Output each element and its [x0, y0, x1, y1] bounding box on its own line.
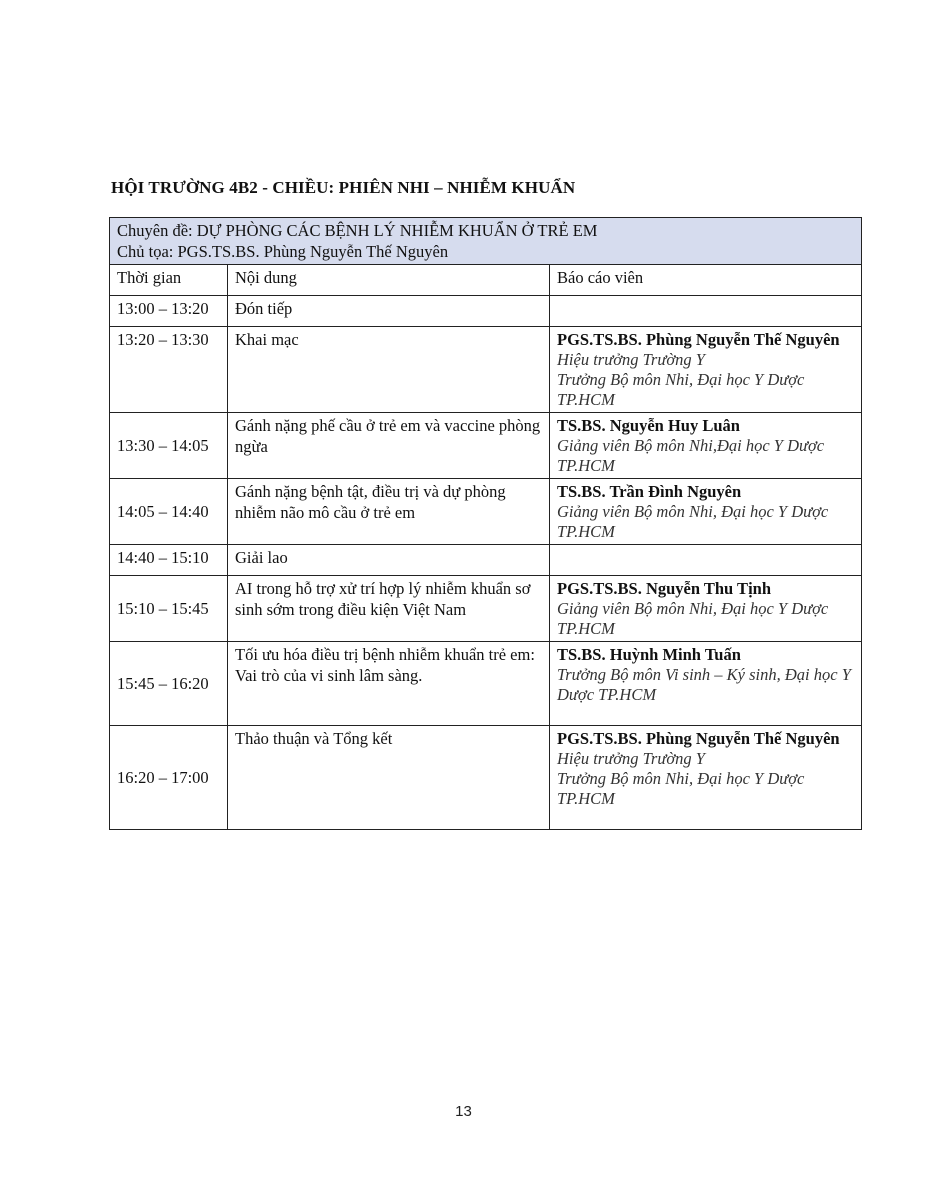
topic-cell	[110, 218, 862, 265]
row-speaker-cell	[550, 642, 862, 726]
row-time: 13:30 – 14:05	[110, 413, 228, 479]
column-header-time: Thời gian	[110, 265, 228, 296]
row-speaker-cell	[550, 726, 862, 830]
table-row	[110, 545, 862, 576]
speaker-role: Giảng viên Bộ môn Nhi, Đại học Y Dược TP.HCM	[557, 502, 829, 541]
page-number: 13	[455, 1103, 472, 1120]
row-speaker-cell	[550, 327, 862, 413]
table-row	[110, 576, 862, 642]
table-row	[110, 726, 862, 830]
speaker-role: Hiệu trưởng Trường Y	[557, 350, 705, 369]
column-header-row	[110, 265, 862, 296]
chair-title: Chủ tọa: PGS.TS.BS. Phùng Nguyễn Thế Nguyên	[117, 242, 449, 261]
row-time: 14:05 – 14:40	[110, 479, 228, 545]
speaker-role: Trưởng Bộ môn Nhi, Đại học Y Dược TP.HCM	[557, 370, 805, 409]
speaker-role: Giảng viên Bộ môn Nhi, Đại học Y Dược TP.HCM	[557, 599, 829, 638]
column-header-speaker: Báo cáo viên	[550, 265, 862, 296]
speaker-name: TS.BS. Trần Đình Nguyên	[557, 482, 742, 501]
speaker-name: PGS.TS.BS. Phùng Nguyễn Thế Nguyên	[557, 729, 840, 748]
table-row	[110, 642, 862, 726]
speaker-role: Giảng viên Bộ môn Nhi,Đại học Y Dược TP.HCM	[557, 436, 825, 475]
topic-title: Chuyên đề: DỰ PHÒNG CÁC BỆNH LÝ NHIỄM KHUẨN Ở TRẺ EM	[117, 221, 598, 240]
table-header-band	[110, 218, 862, 265]
row-time: 14:40 – 15:10	[110, 545, 228, 576]
speaker-role: Trưởng Bộ môn Nhi, Đại học Y Dược TP.HCM	[557, 769, 805, 808]
speaker-name: PGS.TS.BS. Phùng Nguyễn Thế Nguyên	[557, 330, 840, 349]
row-speaker-cell	[550, 296, 862, 327]
column-header-content: Nội dung	[228, 265, 550, 296]
speaker-name: TS.BS. Huỳnh Minh Tuấn	[557, 645, 741, 664]
row-content: Gánh nặng bệnh tật, điều trị và dự phòng nhiễm não mô cầu ở trẻ em	[228, 479, 550, 545]
speaker-role: Hiệu trưởng Trường Y	[557, 749, 705, 768]
table-row	[110, 413, 862, 479]
row-speaker-cell	[550, 413, 862, 479]
row-time: 13:20 – 13:30	[110, 327, 228, 413]
row-content: Đón tiếp	[228, 296, 550, 327]
row-content: Gánh nặng phế cầu ở trẻ em và vaccine phòng ngừa	[228, 413, 550, 479]
speaker-name: PGS.TS.BS. Nguyễn Thu Tịnh	[557, 579, 772, 598]
row-speaker-cell	[550, 576, 862, 642]
row-content: Khai mạc	[228, 327, 550, 413]
row-content: Thảo thuận và Tổng kết	[228, 726, 550, 830]
agenda-table	[109, 217, 862, 830]
row-time: 15:10 – 15:45	[110, 576, 228, 642]
table-row	[110, 479, 862, 545]
speaker-role: Trưởng Bộ môn Vi sinh – Ký sinh, Đại học Y Dược TP.HCM	[557, 665, 851, 704]
row-speaker-cell	[550, 479, 862, 545]
table-row	[110, 327, 862, 413]
row-content: Tối ưu hóa điều trị bệnh nhiễm khuẩn trẻ em: Vai trò của vi sinh lâm sàng.	[228, 642, 550, 726]
row-content: AI trong hỗ trợ xử trí hợp lý nhiễm khuẩn sơ sinh sớm trong điều kiện Việt Nam	[228, 576, 550, 642]
row-speaker-cell	[550, 545, 862, 576]
row-time: 16:20 – 17:00	[110, 726, 228, 830]
speaker-name: TS.BS. Nguyễn Huy Luân	[557, 416, 740, 435]
hall-title: HỘI TRƯỜNG 4B2 - CHIỀU: PHIÊN NHI – NHIỄM KHUẨN	[111, 178, 576, 197]
row-time: 15:45 – 16:20	[110, 642, 228, 726]
table-row	[110, 296, 862, 327]
row-time: 13:00 – 13:20	[110, 296, 228, 327]
row-content: Giải lao	[228, 545, 550, 576]
